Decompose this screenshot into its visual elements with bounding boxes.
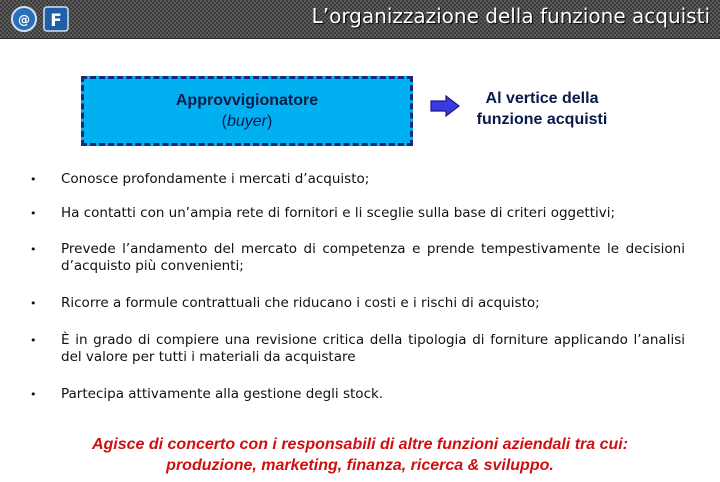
svg-text:@: @ <box>18 13 30 27</box>
bullet-icon: • <box>30 243 37 256</box>
bullet-text: Prevede l’andamento del mercato di competenza e prende tempestivamente le decisioni d’acquisto più convenienti; <box>61 241 685 274</box>
bullet-icon: • <box>30 297 37 310</box>
logo-letter: F <box>50 11 62 31</box>
role-subtitle-italic: buyer <box>226 113 268 130</box>
bullet-text: È in grado di compiere una revisione critica della tipologia di forniture applicando l’analisi del valore per tutti i materiali da acquistare <box>61 332 685 365</box>
apex-line-1: Al vertice della <box>485 90 599 107</box>
bullet-text: Partecipa attivamente alla gestione degli stock. <box>61 386 384 402</box>
university-logo-icon <box>10 4 72 34</box>
bullet-item <box>30 332 685 366</box>
right-arrow-icon <box>430 95 460 117</box>
footer-line-2: produzione, marketing, finanza, ricerca & sviluppo. <box>166 457 554 474</box>
bullet-item <box>30 241 685 275</box>
footer-note <box>40 434 680 476</box>
role-box-buyer <box>81 76 413 146</box>
apex-label <box>462 88 622 130</box>
role-title: Approvvigionatore <box>175 92 319 109</box>
slide-title: L’organizzazione della funzione acquisti <box>311 4 710 28</box>
bullet-icon: • <box>30 334 37 347</box>
bullet-text: Ricorre a formule contrattuali che riducano i costi e i rischi di acquisto; <box>61 295 540 311</box>
bullet-icon: • <box>30 388 37 401</box>
header-bar <box>0 0 720 39</box>
role-subtitle: (buyer) <box>221 113 273 130</box>
bullet-icon: • <box>30 173 37 186</box>
bullet-icon: • <box>30 207 37 220</box>
apex-line-2: funzione acquisti <box>476 111 608 128</box>
bullet-item <box>30 205 685 222</box>
bullet-text: Ha contatti con un’ampia rete di fornitori e li sceglie sulla base di criteri oggettivi; <box>61 205 616 221</box>
bullet-text: Conosce profondamente i mercati d’acquisto; <box>61 171 370 187</box>
bullet-item <box>30 171 685 188</box>
footer-line-1: Agisce di concerto con i responsabili di altre funzioni aziendali tra cui: <box>91 436 629 453</box>
bullet-item <box>30 295 685 312</box>
bullet-list <box>30 168 685 403</box>
bullet-item <box>30 386 685 403</box>
